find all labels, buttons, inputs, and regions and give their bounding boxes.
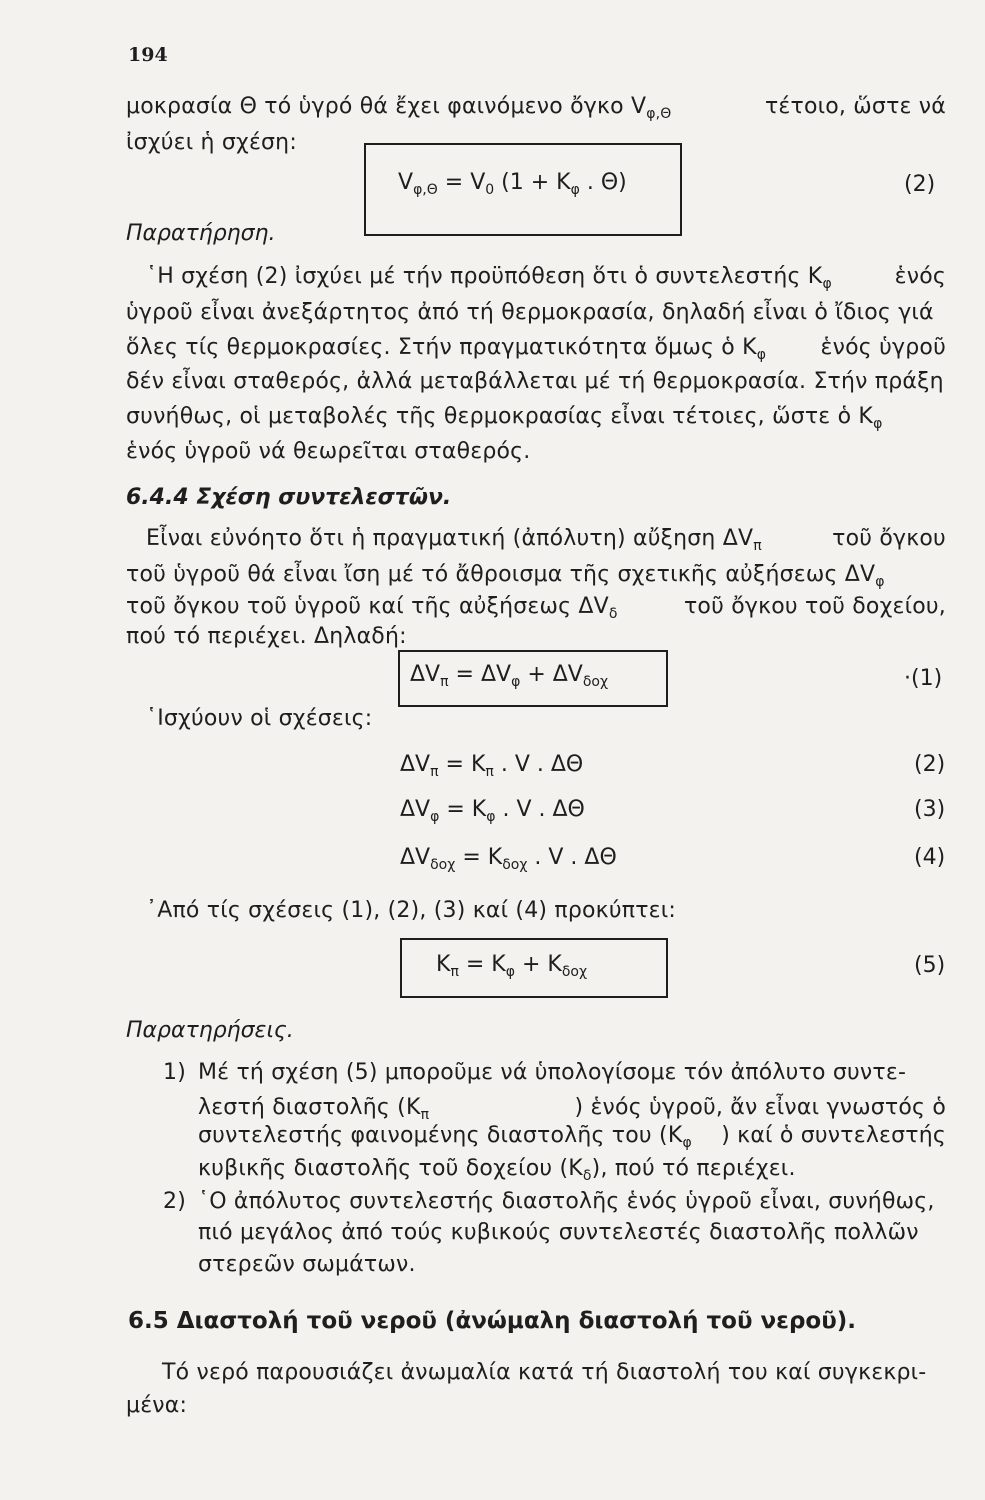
equation-3-number: (3) <box>914 797 946 822</box>
equation-2b-number: (2) <box>914 752 946 777</box>
remark-line-2: ὑγροῦ εἶναι ἀνεξάρτητος ἀπό τή θερμοκρασία, δηλαδή εἶναι ὁ ἴδιος γιά <box>126 300 934 325</box>
equation-1-number: ·(1) <box>904 666 943 691</box>
section-644-line-4: πού τό περιέχει. Δηλαδή: <box>126 624 407 649</box>
equation-1: $\Delta V_\pi = \Delta V_\varphi + \Delta V_{\delta o\chi}$ <box>410 662 609 690</box>
equation-5: $K_\pi = K_\varphi + K_{\delta o\chi}$ <box>436 952 588 980</box>
remark-line-5: συνήθως, οἱ μεταβολές τῆς θερμοκρασίας εἶναι τέτοιες, ὥστε ὁ $K_\varphi$ <box>126 404 883 432</box>
page-number: 194 <box>128 44 168 66</box>
remark-item-1-line-4: κυβικῆς διαστολῆς τοῦ δοχείου $(K_\delta)$, πού τό περιέχει. <box>198 1156 796 1184</box>
remark-title: Παρατήρηση. <box>126 221 276 246</box>
remark-item-1-number: 1) <box>163 1060 186 1085</box>
remark-item-1-line-1: Μέ τή σχέση (5) μποροῦμε νά ὑπολογίσομε τόν ἀπόλυτο συντε- <box>198 1060 907 1085</box>
equation-4-number: (4) <box>914 845 946 870</box>
remark-line-6: ἑνός ὑγροῦ νά θεωρεῖται σταθερός. <box>126 439 531 464</box>
section-6-4-4-heading: 6.4.4 Σχέση συντελεστῶν. <box>126 485 452 510</box>
remark-line-3: ὅλες τίς θερμοκρασίες. Στήν πραγματικότητα ὅμως ὁ $K_\varphi$ ἑνός ὑγροῦ <box>126 335 946 363</box>
intro-line-2: ἰσχύει ἡ σχέση: <box>126 130 297 155</box>
section-65-line-2: μένα: <box>126 1393 188 1418</box>
apo-line: ᾿Από τίς σχέσεις (1), (2), (3) καί (4) προκύπτει: <box>146 898 676 923</box>
remark-item-1-line-2: λεστή διαστολῆς ($K_\pi$ ) ἑνός ὑγροῦ, ἄν εἶναι γνωστός ὁ <box>198 1095 946 1123</box>
remarks-title: Παρατηρήσεις. <box>126 1018 294 1043</box>
section-644-line-2: τοῦ ὑγροῦ θά εἶναι ἴση μέ τό ἄθροισμα τῆς σχετικῆς αὐξήσεως $\Delta V_\varphi$ <box>126 562 885 590</box>
equation-2-volume: $V_{\varphi,\Theta} = V_0$ ($1 + K_\varphi$ . Θ) <box>398 170 627 198</box>
equation-2: $\Delta V_\pi = K_\pi$ . V . ΔΘ <box>400 752 584 780</box>
remark-line-4: δέν εἶναι σταθερός, ἀλλά μεταβάλλεται μέ τή θερμοκρασία. Στήν πράξη <box>126 369 944 394</box>
remark-item-2-line-3: στερεῶν σωμάτων. <box>198 1252 416 1277</box>
equation-3: $\Delta V_\varphi = K_\varphi$ . V . ΔΘ <box>400 797 585 825</box>
equation-4: $\Delta V_{\delta o\chi} = K_{\delta o\chi}$ . V . ΔΘ <box>400 845 617 873</box>
section-644-line-1: Εἶναι εὐνόητο ὅτι ἡ πραγματική (ἀπόλυτη) αὔξηση $\Delta V_\pi$ τοῦ ὄγκου <box>146 526 946 554</box>
remark-item-2-line-1: ῾Ο ἀπόλυτος συντελεστής διαστολῆς ἑνός ὑγροῦ εἶναι, συνήθως, <box>198 1189 935 1214</box>
section-6-5-heading: 6.5 Διαστολή τοῦ νεροῦ (ἀνώμαλη διαστολή τοῦ νεροῦ). <box>128 1308 856 1334</box>
section-644-line-3: τοῦ ὄγκου τοῦ ὑγροῦ καί τῆς αὐξήσεως $\Delta V_\delta$ τοῦ ὄγκου τοῦ δοχείου, <box>126 594 946 622</box>
remark-line-1: ῾Η σχέση (2) ἰσχύει μέ τήν προϋπόθεση ὅτι ὁ συντελεστής $K_\varphi$ ἑνός <box>146 264 946 292</box>
remark-item-1-line-3: συντελεστής φαινομένης διαστολῆς του ($K_\varphi$ ) καί ὁ συντελεστής <box>198 1123 946 1151</box>
section-65-line-1: Τό νερό παρουσιάζει ἀνωμαλία κατά τή διαστολή του καί συγκεκρι- <box>162 1360 927 1385</box>
equation-5-number: (5) <box>914 953 946 978</box>
isxyoun-line: ῾Ισχύουν οἱ σχέσεις: <box>146 706 373 731</box>
remark-item-2-line-2: πιό μεγάλος ἀπό τούς κυβικούς συντελεστές διαστολῆς πολλῶν <box>198 1220 919 1245</box>
intro-line-1: μοκρασία Θ τό ὑγρό θά ἔχει φαινόμενο ὄγκο $V_{\varphi,\Theta}$ τέτοιο, ὥστε νά <box>126 94 946 122</box>
remark-item-2-number: 2) <box>163 1189 186 1214</box>
equation-2-number: (2) <box>904 172 936 197</box>
